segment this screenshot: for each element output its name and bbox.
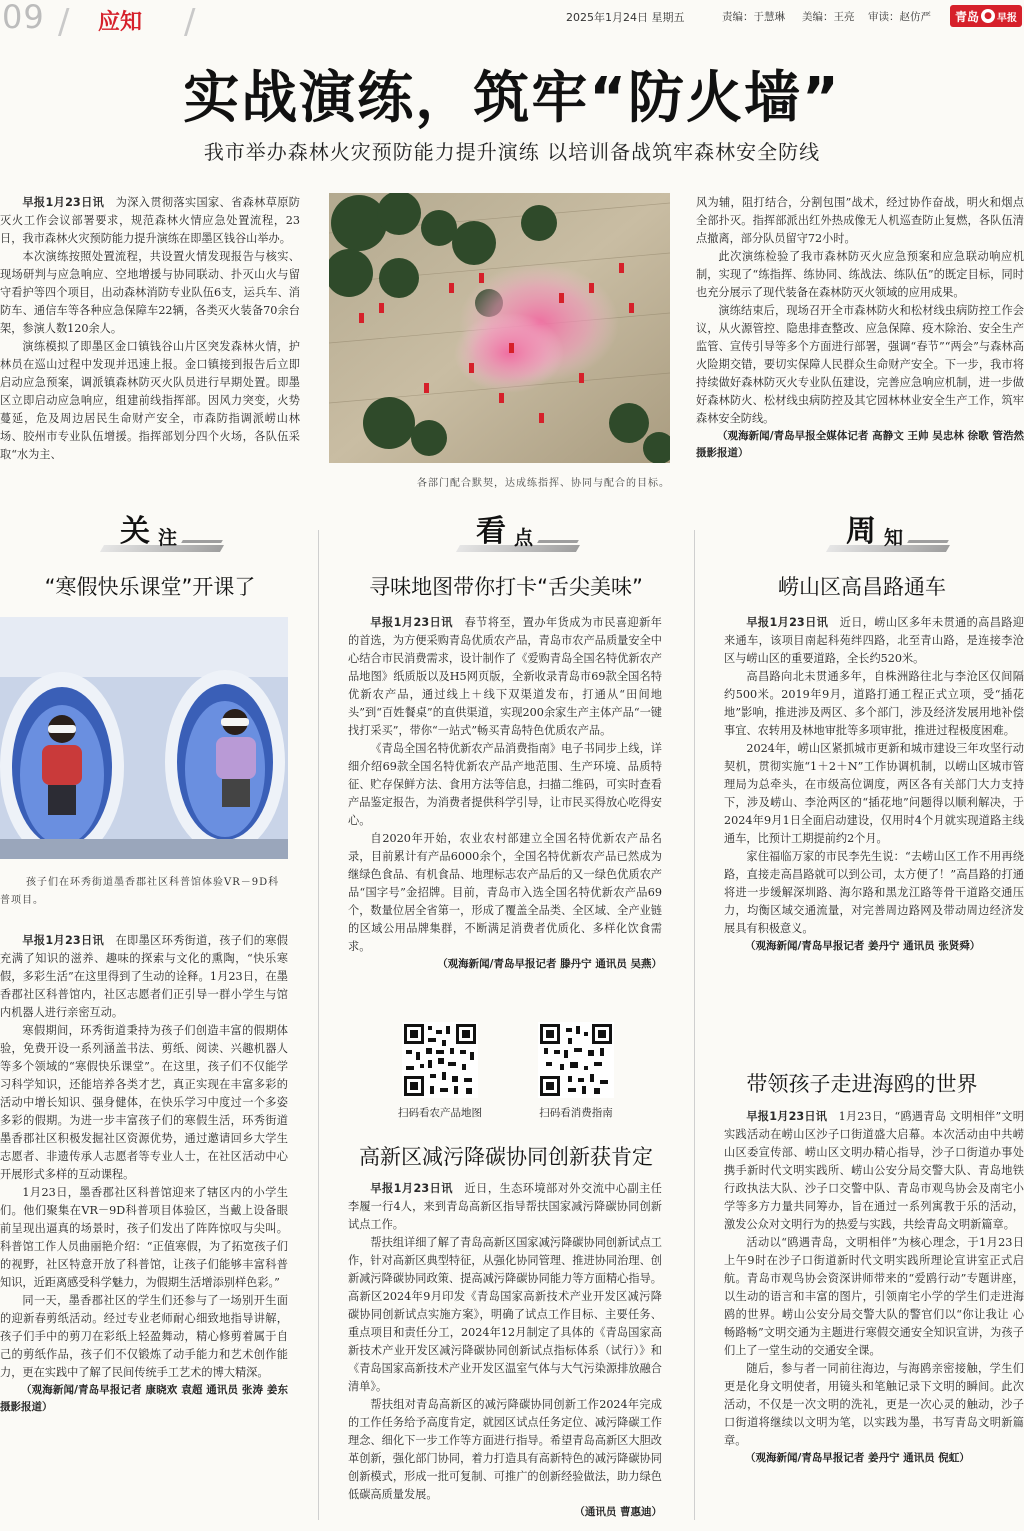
logo-mark-icon: ● bbox=[981, 9, 995, 23]
page-number: 09 bbox=[2, 0, 45, 36]
paragraph: 《青岛全国名特优新农产品消费指南》电子书同步上线，详细介绍69款全国名特优新农产品产地范围、生产环境、品质特征、贮存保鲜方法、食用方法等信息，扫描二维码，可实时查看产品鉴定报告，为消费者提供科学引导，让市民买得放心吃得安心。 bbox=[348, 742, 662, 827]
paragraph: 帮扶组对青岛高新区的减污降碳协同创新工作2024年完成的工作任务给予高度肯定，就园区试点任务定位、减污降碳工作理念、细化下一步工作等方面进行指导。希望青岛高新区大胆改革创新，强化部门协同，着力打造具有高新特色的减污降碳协同创新模式，形成一批可复制、可推广的创新经验做法，助力绿色低碳高质量发展。 bbox=[348, 1398, 662, 1501]
top-story-column-3 bbox=[696, 194, 1024, 494]
sub-headline: 我市举办森林火灾预防能力提升演练 以培训备战筑牢森林安全防线 bbox=[203, 140, 821, 164]
story-body-right2: 早报1月23日讯 1月23日，“鸥遇青岛 文明相伴”文明实践活动在崂山区沙子口街道盛大启幕。本次活动由中共崂山区委宣传部、崂山区文明办精心指导，沙子口街道办事处携手新时代文明实践所、崂山公安分局交警大队、青岛地铁行政执法大队、沙子口交警中队、青岛市观鸟协会及南宅小学等多方力量共同筹办，旨在通过一系列寓教于乐的活动，激发公众对文明行为的热爱与实践，共绘青岛文明新篇章。 活动以“鸥遇青岛，文明相伴”为核心理念，于1月23日上午9时在沙子口街道新时代文明实践所理论宣讲室正式启航。青岛市观鸟协会资深讲师带来的“爱鸥行动”专题讲座，以生动的语言和丰富的图片，引领南宅小学的学生们走进海鸥的世界。崂山公安分局交警大队的警官们以“你让我让 心畅路畅”文明交通为主题进行寒假交通安全知识宣讲，为孩子们上了一堂生动的交通安全课。 随后，参与者一同前往海边，与海鸥亲密接触，学生们更是化身文明使者，用镜头和笔触记录下文明的瞬间。此次活动，不仅是一次文明的洗礼，更是一次心灵的触动，沙子口街道将继续以文明为笔，以实践为墨，书写青岛文明新篇章。 （观海新闻/青岛早报记者 姜丹宁 通讯员 倪虹） bbox=[724, 1108, 1024, 1526]
story-body-mid2: 早报1月23日讯 近日，生态环境部对外交流中心副主任李履一行4人，来到青岛高新区指导帮扶国家减污降碳协同创新试点工作。 帮扶组详细了解了青岛高新区国家减污降碳协同创新试点工作，针对高新区典型特征，从强化协同管理、推进协同治理、创新减污降碳协同政策、提高减污降碳协同能力等方面精心指导。高新区2024年9月印发《青岛国家高新技术产业开发区减污降碳协同创新试点实施方案》，明确了试点工作目标、主要任务、重点项目和责任分工，2024年12月制定了具体的《青岛国家高新技术产业开发区减污降碳协同创新试点指标体系（试行）》和《青岛国家高新技术产业开发区温室气体与大气污染源排放融合清单》。 帮扶组对青岛高新区的减污降碳协同创新工作2024年完成的工作任务给予高度肯定，就园区试点任务定位、减污降碳工作理念、细化下一步工作等方面进行指导。希望青岛高新区大胆改革创新，强化部门协同，着力打造具有高新特色的减污降碳协同创新模式，形成一批可复制、可推广的创新经验做法，助力绿色低碳高质量发展。 （通讯员 曹惠迪） bbox=[348, 1180, 662, 1526]
credit-proof: 审读：赵仿严 bbox=[868, 11, 931, 23]
paragraph: 演练结束后，现场召开全市森林防火和松材线虫病防控工作会议，从火源管控、隐患排查整改、应急保障、疫木除治、安全生产监管、宣传引导等多个方面进行部署，强调“春节”“两会”与森林高火险期交错，要切实保障人民群众生命财产安全。下一步，我市将持续做好森林防灭火专业队伍建设，完善应急响应机制，进一步做好森林防火、松材线虫病防控及其它园林林业安全生产工作，筑牢森林安全防线。 bbox=[696, 304, 1024, 425]
paragraph: 1月23日，墨香郡社区科普馆迎来了辖区内的小学生们。他们聚集在VR－9D科普项目体验区，当戴上设备眼前呈现出逼真的场景时，孩子们发出了阵阵惊叹与尖叫。科普馆工作人员曲丽艳介绍：“正值寒假，为了拓宽孩子们的视野，社区特意开放了科普馆，让孩子们能够丰富科普知识，近距离感受科学魅力，为假期生活增添别样色彩。” bbox=[0, 1186, 288, 1289]
qr-code-icon[interactable] bbox=[538, 1022, 614, 1098]
dateline: 早报1月23日讯 bbox=[22, 196, 105, 209]
paragraph: 本次演练按照处置流程，共设置火情发现报告与核实、现场研判与应急响应、空地增援与协同联动、扑灭山火与留守看护等四个项目，出动森林消防专业队伍6支，运兵车、消防车、通信车等各种应急保障车22辆，各类灭火装备70余台架，参演人数120余人。 bbox=[0, 250, 300, 335]
byline: （观海新闻/青岛早报记者 滕丹宁 通讯员 吴燕） bbox=[437, 958, 662, 970]
byline: （观海新闻/青岛早报全媒体记者 高静文 王帅 吴忠林 徐歌 管浩然 摄影报道） bbox=[696, 430, 1024, 459]
photo-caption: 各部门配合默契，达成练指挥、协同与配合的目标。 bbox=[417, 478, 670, 489]
dateline: 早报1月23日讯 bbox=[22, 934, 104, 947]
top-story-column-1: 早报1月23日讯 为深入贯彻落实国家、省森林草原防灭火工作会议部署要求，规范森林火情应急处置流程，23日，我市森林火灾预防能力提升演练在即墨区钱谷山举办。 本次演练按照处置流程，共设置火情发现报告与核实、现场研判与应急响应、空地增援与协同联动、扑灭山火与留守看护等四个项目，出动森林消防专业队伍6支，运兵车、消防车、通信车等各种应急保障车22辆，各类灭火装备70余台架，参演人数120余人。 演练模拟了即墨区金口镇钱谷山片区突发森林火情，护林员在巡山过程中发现并迅速上报。金口镇接到报告后立即启动应急预案，调派镇森林防灭火队员进行早期处置。即墨区立即启动应急响应，组建前线指挥部。因风力突变，火势蔓延，危及周边居民生命财产安全，市森防指调派崂山林场、胶州市专业队伍增援。指挥部划分四个火场，各队伍采取“水为主、 bbox=[0, 194, 300, 494]
credit-designer: 美编：王亮 bbox=[802, 11, 855, 23]
section-tag-zhouzhi: 周 知 bbox=[846, 512, 966, 552]
paragraph: 高昌路向北未贯通多年，自株洲路往北与李沧区仅间隔约500米。2019年9月，道路打通工程正式立项，受“插花地”影响，推进涉及两区、多个部门，涉及经济发展用地补偿事宜、农转用及林地审批等多项审批，推进过程极度困难。 bbox=[724, 670, 1024, 737]
divider-slash: / bbox=[184, 2, 196, 42]
forest-fire-drill-photo bbox=[329, 193, 670, 463]
column-divider bbox=[694, 530, 695, 1520]
paragraph: 演练模拟了即墨区金口镇钱谷山片区突发森林火情，护林员在巡山过程中发现并迅速上报。金口镇接到报告后立即启动应急预案，调派镇森林防灭火队员进行早期处置。即墨区立即启动应急响应，组建前线指挥部。因风力突变，火势蔓延，危及周边居民生命财产安全，市森防指调派崂山林场、胶州市专业队伍增援。指挥部划分四个火场，各队伍采取“水为主、 bbox=[0, 340, 300, 461]
paragraph: 同一天，墨香郡社区的学生们还参与了一场别开生面的迎新春剪纸活动。经过专业老师耐心细致地指导讲解，孩子们手中的剪刀在彩纸上轻盈舞动，精心修剪着属于自己的剪纸作品，孩子们不仅锻炼了动手能力和艺术创作能力，更在实践中了解了民间传统手工艺术的博大精深。 bbox=[0, 1294, 288, 1379]
paragraph: 自2020年开始，农业农村部建立全国名特优新农产品名录，目前累计有产品6000余个，全国名特优新农产品已然成为继绿色食品、有机食品、地理标志农产品后的又一绿色优质农产品“国字号”金招牌。目前，青岛市入选全国名特优新农产品69个，数量位居全省第一，形成了覆盖全品类、全区域、全产业链的区域公用品牌集群，不断满足消费者优质化、多样化饮食需求。 bbox=[348, 832, 662, 953]
dateline: 早报1月23日讯 bbox=[746, 1110, 828, 1123]
dateline: 早报1月23日讯 bbox=[370, 1182, 453, 1195]
byline: （观海新闻/青岛早报记者 康晓欢 袁超 通讯员 张涛 姜东 摄影报道） bbox=[0, 1384, 288, 1413]
paragraph: 帮扶组详细了解了青岛高新区国家减污降碳协同创新试点工作，针对高新区典型特征，从强化协同管理、推进协同治理、创新减污降碳协同政策、提高减污降碳协同能力等方面精心指导。高新区2024年9月印发《青岛国家高新技术产业开发区减污降碳协同创新试点实施方案》，明确了试点工作目标、主要任务、重点项目和责任分工，2024年12月制定了具体的《青岛国家高新技术产业开发区减污降碳协同创新试点指标体系（试行）》和《青岛国家高新技术产业开发区温室气体与大气污染源排放融合清单》。 bbox=[348, 1236, 662, 1393]
story-body-right: 早报1月23日讯 近日，崂山区多年未贯通的高昌路迎来通车，该项目南起科苑绊四路，北至青山路，是连接李沧区与崂山区的重要道路，全长约520米。 高昌路向北未贯通多年，自株洲路往北与李沧区仅间隔约500米。2019年9月，道路打通工程正式立项，受“插花地”影响，推进涉及两区、多个部门，涉及经济发展用地补偿事宜、农转用及林地审批等多项审批，推进过程极度困难。 2024年，崂山区紧抓城市更新和城市建设三年攻坚行动契机，贯彻实施“1＋2＋N”工作协调机制，以崂山区城市管理局为总牵头，在市级高位调度，两区各有关部门大力支持下，涉及崂山、李沧两区的“插花地”问题得以顺利解决，于2024年9月1日全面启动建设，仅用时4个月就实现道路主线通车，比预计工期提前约2个月。 家住福临万家的市民李先生说：“去崂山区工作不用再绕路，直接走高昌路就可以到公司，太方便了！”高昌路的打通将进一步缓解深圳路、海尔路和黑龙江路等骨干道路交通压力，均衡区域交通流量，对完善周边路网及带动周边经济发展具有积极意义。 （观海新闻/青岛早报记者 姜丹宁 通讯员 张贤舜） bbox=[724, 614, 1024, 1024]
qr-caption: 扫码看消费指南 bbox=[539, 1107, 613, 1119]
byline: （观海新闻/青岛早报记者 姜丹宁 通讯员 张贤舜） bbox=[745, 940, 981, 952]
paragraph: 活动以“鸥遇青岛，文明相伴”为核心理念，于1月23日上午9时在沙子口街道新时代文明实践所理论宣讲室正式启航。青岛市观鸟协会资深讲师带来的“爱鸥行动”专题讲座，以生动的语言和丰富的图片，引领南宅小学的学生们走进海鸥的世界。崂山公安分局交警大队的警官们以“你让我让 心畅路畅”文明交通为主题进行寒假交通安全知识宣讲，为孩子们上了一堂生动的交通安全课。 bbox=[724, 1236, 1024, 1357]
story-title: “寒假快乐课堂”开课了 bbox=[44, 575, 256, 599]
section-tag-guanzhu: 关 注 bbox=[120, 512, 240, 552]
column-divider bbox=[318, 530, 319, 1520]
section-name: 应知 bbox=[98, 10, 143, 35]
main-headline: 实战演练，筑牢“防火墙” bbox=[183, 66, 841, 131]
story-title: 崂山区高昌路通车 bbox=[778, 575, 946, 599]
dateline: 早报1月23日讯 bbox=[370, 616, 453, 629]
story-title: 寻味地图带你打卡“舌尖美味” bbox=[369, 575, 643, 599]
dateline: 早报1月23日讯 bbox=[746, 616, 829, 629]
section-tag-kandian: 看 点 bbox=[476, 512, 596, 552]
qr-code-icon[interactable] bbox=[402, 1022, 478, 1098]
story-body-mid: 早报1月23日讯 春节将至，置办年货成为市民喜迎新年的首选，为方便采购青岛优质农产品，青岛市农产品质量安全中心结合市民消费需求，设计制作了《爱购青岛全国名特优新农产品地图》纸质版以及H5网页版，全新收录青岛市69款全国名特优新农产品，通过线上＋线下双渠道发布，打通从“田间地头”到“百姓餐桌”的直供渠道，实现200余家生产主体产品“一键找打采买”，带你“一站式”畅买青岛特色优质农产品。 《青岛全国名特优新农产品消费指南》电子书同步上线，详细介绍69款全国名特优新农产品产地范围、生产环境、品质特征、贮存保鲜方法、食用方法等信息，扫描二维码，可实时查看产品鉴定报告，为消费者提供科学引导，让市民买得放心吃得安心。 自2020年开始，农业农村部建立全国名特优新农产品名录，目前累计有产品6000余个，全国名特优新农产品已然成为继绿色食品、有机食品、地理标志农产品后的又一绿色优质农产品“国字号”金招牌。目前，青岛市入选全国名特优新农产品69个，数量位居全省第一，形成了覆盖全品类、全区域、全产业链的区域公用品牌集群，不断满足消费者优质化、多样化饮食需求。 （观海新闻/青岛早报记者 滕丹宁 通讯员 吴燕） bbox=[348, 614, 662, 1006]
byline: （通讯员 曹惠迪） bbox=[574, 1506, 662, 1518]
paragraph: 随后，参与者一同前往海边，与海鸥亲密接触，学生们更是化身文明使者，用镜头和笔触记录下文明的瞬间。此次活动，不仅是一次文明的洗礼，更是一次心灵的触动，沙子口街道将继续以文明为笔，以实践为墨，书写青岛文明新篇章。 bbox=[724, 1362, 1024, 1447]
issue-date: 2025年1月24日 星期五 bbox=[566, 11, 685, 24]
story-title: 带领孩子走进海鸥的世界 bbox=[746, 1072, 978, 1096]
byline: （观海新闻/青岛早报记者 姜丹宁 通讯员 倪虹） bbox=[745, 1452, 970, 1464]
paragraph: 此次演练检验了我市森林防灭火应急预案和应急联动响应机制，实现了“练指挥、练协同、练战法、练队伍”的既定目标，同时也充分展示了现代装备在森林防灭火领域的应用成果。 bbox=[696, 250, 1024, 299]
paragraph: 2024年，崂山区紧抓城市更新和城市建设三年攻坚行动契机，贯彻实施“1＋2＋N”工作协调机制，以崂山区城市管理局为总牵头，在市级高位调度，两区各有关部门大力支持下，涉及崂山、李沧两区的“插花地”问题得以顺利解决，于2024年9月1日全面启动建设，仅用时4个月就实现道路主线通车，比预计工期提前约2个月。 bbox=[724, 742, 1024, 845]
divider-slash: / bbox=[58, 2, 70, 42]
page-header bbox=[0, 0, 1024, 42]
qr-caption: 扫码看农产品地图 bbox=[398, 1107, 482, 1119]
photo-caption: 孩子们在环秀街道墨香郡社区科普馆体验VR－9D科普项目。 bbox=[0, 877, 280, 906]
paragraph: 家住福临万家的市民李先生说：“去崂山区工作不用再绕路，直接走高昌路就可以到公司，太方便了！”高昌路的打通将进一步缓解深圳路、海尔路和黑龙江路等骨干道路交通压力，均衡区域交通流量，对完善周边路网及带动周边经济发展具有积极意义。 bbox=[724, 850, 1024, 935]
paragraph: 寒假期间，环秀街道秉持为孩子们创造丰富的假期体验，免费开设一系列涵盖书法、剪纸、阅读、兴趣机器人等多个领域的“寒假快乐课堂”。在这里，孩子们不仅能学习科学知识，还能培养各类才艺，真正实现在丰富多彩的活动中增长知识、强身健体，在快乐学习中度过一个多姿多彩的假期。为进一步丰富孩子们的寒假生活，环秀街道墨香郡社区积极发掘社区资源优势，通过邀请回乡大学生志愿者、非遗传承人志愿者等专业人士，在社区活动中心开展形式多样的互动课程。 bbox=[0, 1024, 288, 1181]
newspaper-logo: 青岛 ● 早报 bbox=[950, 5, 1022, 27]
credit-editor: 责编：于慧琳 bbox=[722, 11, 785, 23]
story-body-left: 早报1月23日讯 在即墨区环秀街道，孩子们的寒假充满了知识的滋养、趣味的探索与文化的熏陶，“快乐寒假，多彩生活”在这里得到了生动的诠释。1月23日，在墨香郡社区科普馆内，社区志愿者们正引导一群小学生与馆内机器人进行亲密互动。 寒假期间，环秀街道秉持为孩子们创造丰富的假期体验，免费开设一系列涵盖书法、剪纸、阅读、兴趣机器人等多个领域的“寒假快乐课堂”。在这里，孩子们不仅能学习科学知识，还能培养各类才艺，真正实现在丰富多彩的活动中增长知识、强身健体，在快乐学习中度过一个多姿多彩的假期。为进一步丰富孩子们的寒假生活，环秀街道墨香郡社区积极发掘社区资源优势，通过邀请回乡大学生志愿者、非遗传承人志愿者等专业人士，在社区活动中心开展形式多样的互动课程。 1月23日，墨香郡社区科普馆迎来了辖区内的小学生们。他们聚集在VR－9D科普项目体验区，当戴上设备眼前呈现出逼真的场景时，孩子们发出了阵阵惊叹与尖叫。科普馆工作人员曲丽艳介绍：“正值寒假，为了拓宽孩子们的视野，社区特意开放了科普馆，让孩子们能够丰富科普知识，近距离感受科学魅力，为假期生活增添别样色彩。” 同一天，墨香郡社区的学生们还参与了一场别开生面的迎新春剪纸活动。经过专业老师耐心细致地指导讲解，孩子们手中的剪刀在彩纸上轻盈舞动，精心修剪着属于自己的剪纸作品，孩子们不仅锻炼了动手能力和艺术创作能力，更在实践中了解了民间传统手工艺术的博大精深。 （观海新闻/青岛早报记者 康晓欢 袁超 通讯员 张涛 姜东 摄影报道） bbox=[0, 932, 288, 1526]
vr-kids-photo bbox=[0, 617, 288, 859]
paragraph: 风为辅，阻打结合，分割包围”战术，经过协作奋战，明火和烟点全部扑灭。指挥部派出红外热成像无人机巡查防止复燃，各队伍清点撤离，部分队员留守72小时。 bbox=[696, 196, 1024, 245]
story-title: 高新区减污降碳协同创新获肯定 bbox=[359, 1145, 653, 1169]
